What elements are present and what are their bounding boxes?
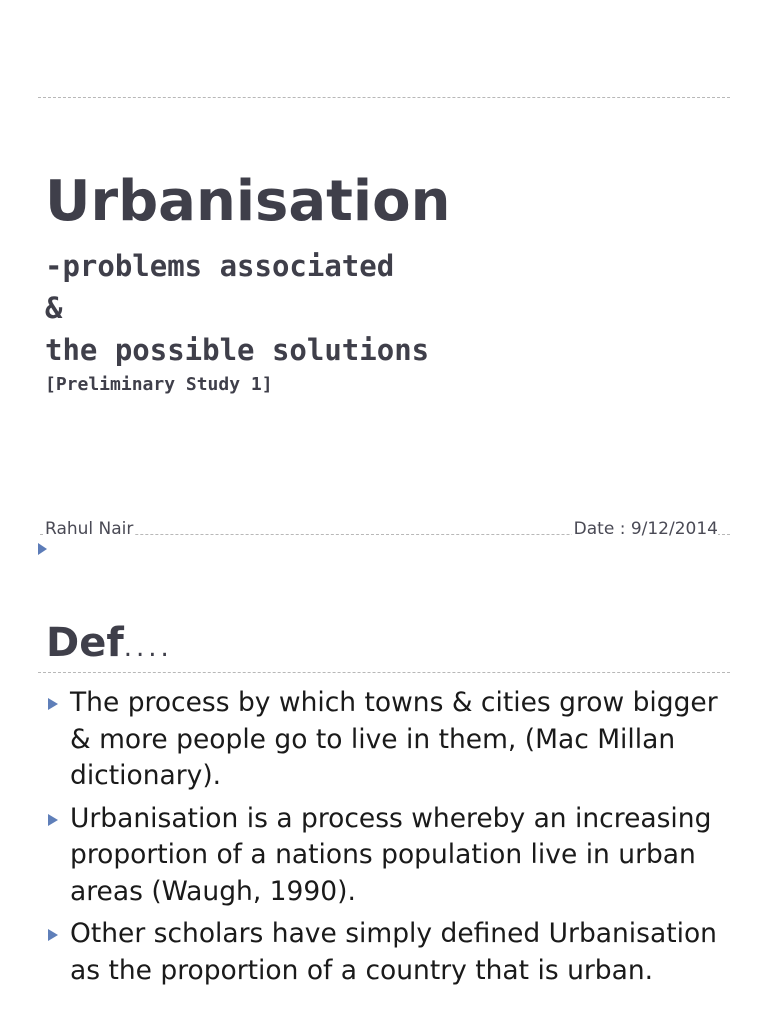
subtitle-line-3: the possible solutions [45, 333, 430, 367]
top-divider [38, 97, 730, 98]
definition-list [46, 685, 736, 995]
subtitle-line-2: & [45, 291, 63, 325]
subtitle-line-1: -problems associated [45, 249, 395, 283]
bullet-text: Urbanisation is a process whereby an increasing proportion of a nations population live in urban areas (Waugh, 1990). [70, 802, 712, 907]
author-name: Rahul Nair [45, 519, 134, 539]
list-item [46, 801, 736, 911]
list-item [46, 916, 736, 989]
bullet-text: The process by which towns & cities grow bigger & more people go to live in them, (Mac Millan dictionary). [70, 687, 718, 791]
bullet-arrow-icon [48, 814, 58, 826]
definition-title-text: Def [46, 620, 124, 666]
bullet-text: Other scholars have simply defined Urbanisation as the proportion of a country that is urban. [70, 918, 717, 986]
slide-date: Date : 9/12/2014 [573, 519, 718, 539]
definition-title-dots: .... [123, 633, 173, 663]
definition-title [46, 620, 173, 666]
bullet-arrow-icon [48, 698, 58, 710]
bullet-arrow-icon [48, 929, 58, 941]
slide-title: Urbanisation [45, 169, 451, 234]
preliminary-note: [Preliminary Study 1] [45, 374, 273, 395]
definition-divider [38, 672, 730, 673]
slide-nav-arrow-icon [38, 543, 47, 555]
list-item [46, 685, 736, 795]
